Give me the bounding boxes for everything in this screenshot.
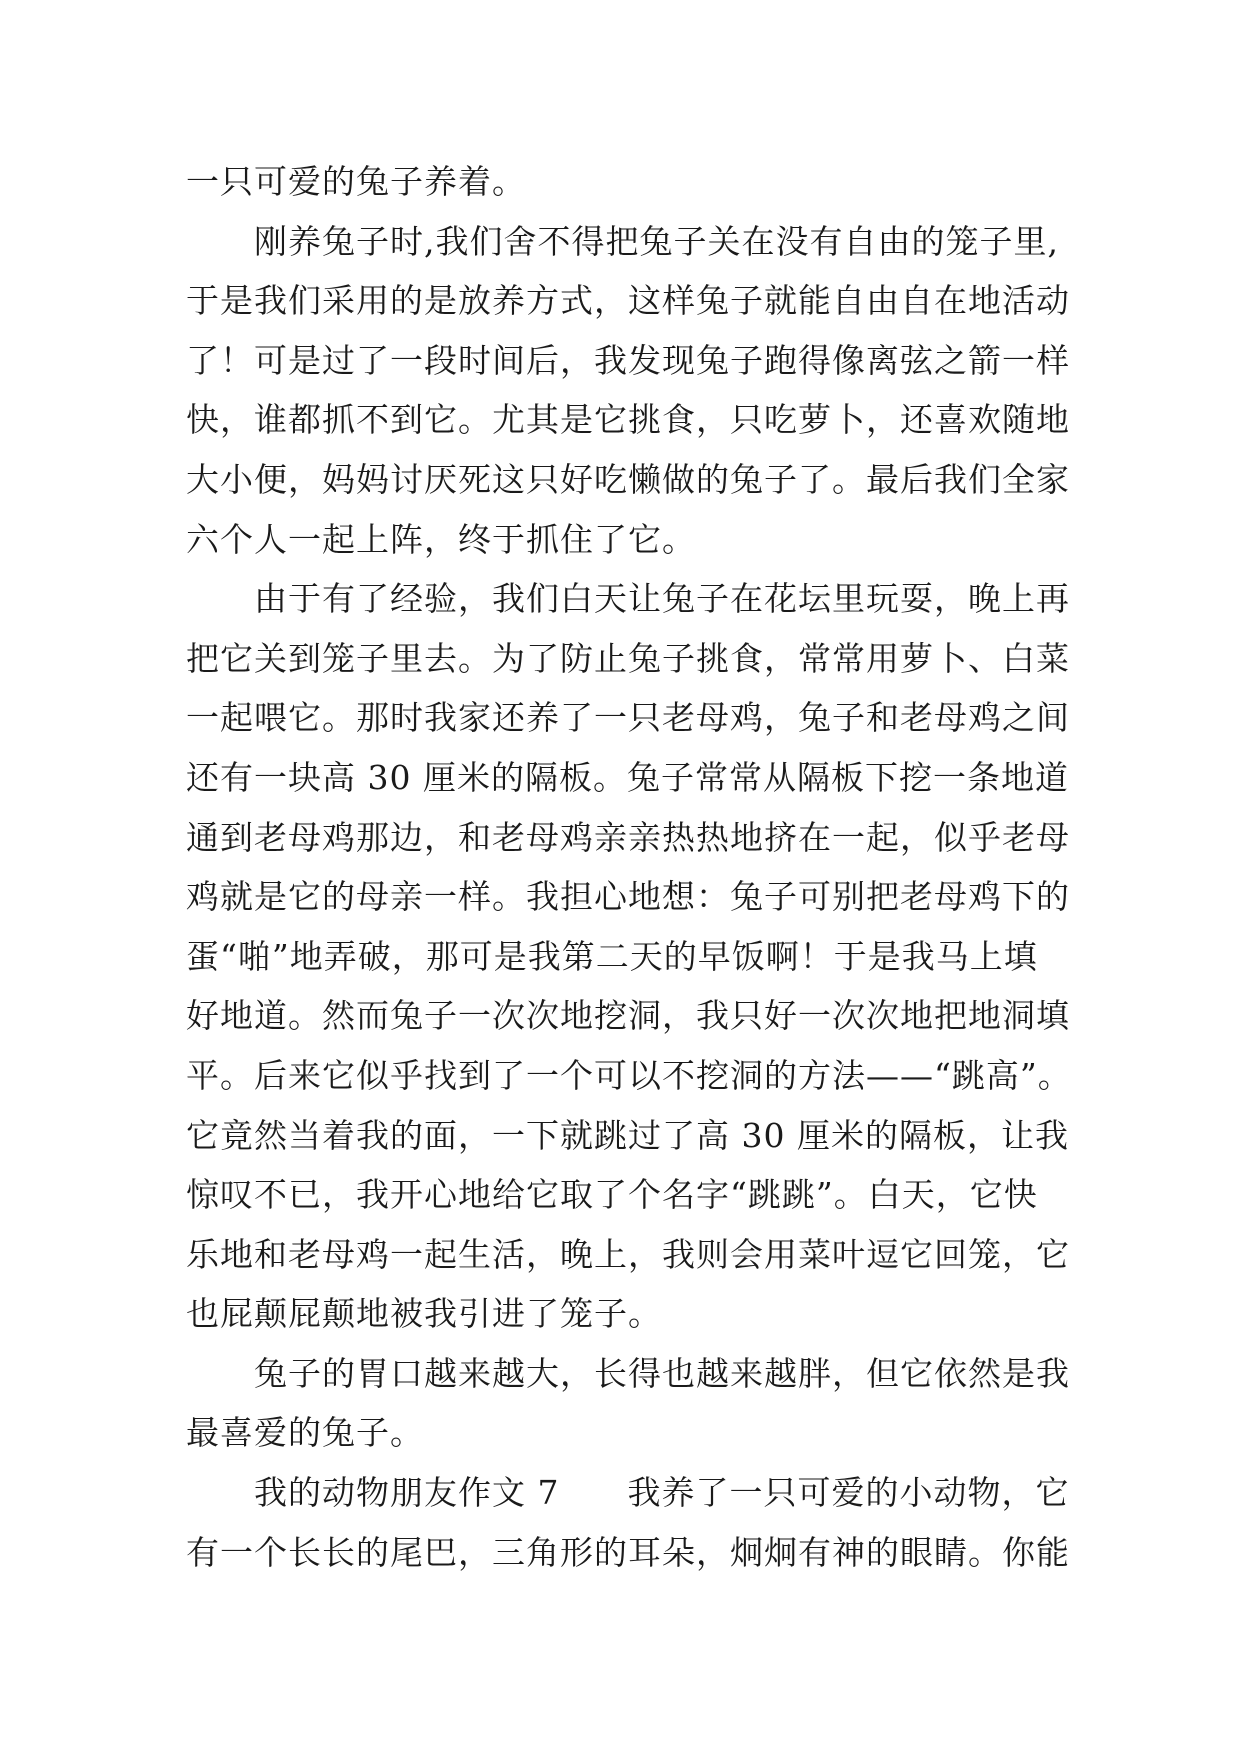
text-line: 刚养兔子时,我们舍不得把兔子关在没有自由的笼子里, <box>254 221 1059 261</box>
text-line: 于是我们采用的是放养方式，这样兔子就能自由自在地活动 <box>186 281 1070 321</box>
text-line: 由于有了经验，我们白天让兔子在花坛里玩耍，晚上再 <box>254 579 1070 619</box>
text-line: 一起喂它。那时我家还养了一只老母鸡，兔子和老母鸡之间 <box>186 698 1070 738</box>
text-line: 鸡就是它的母亲一样。我担心地想：兔子可别把老母鸡下的 <box>186 877 1070 917</box>
text-line: 一只可爱的兔子养着。 <box>186 162 526 201</box>
text-line: 平。后来它似乎找到了一个可以不挖洞的方法——“跳高”。 <box>186 1055 1072 1095</box>
text-line: 有一个长长的尾巴，三角形的耳朵，炯炯有神的眼睛。你能 <box>186 1532 1070 1572</box>
text-line: 大小便，妈妈讨厌死这只好吃懒做的兔子了。最后我们全家 <box>186 459 1070 499</box>
text-line: 通到老母鸡那边，和老母鸡亲亲热热地挤在一起，似乎老母 <box>186 817 1070 857</box>
text-line: 乐地和老母鸡一起生活，晚上，我则会用菜叶逗它回笼，它 <box>186 1234 1070 1274</box>
text-line: 我的动物朋友作文 7 我养了一只可爱的小动物，它 <box>254 1473 1070 1513</box>
essay-text <box>186 152 1072 1582</box>
text-line: 好地道。然而兔子一次次地挖洞，我只好一次次地把地洞填 <box>186 996 1070 1036</box>
text-line: 也屁颠屁颠地被我引进了笼子。 <box>186 1294 662 1334</box>
text-line: 快，谁都抓不到它。尤其是它挑食，只吃萝卜，还喜欢随地 <box>186 400 1070 440</box>
text-line: 惊叹不已，我开心地给它取了个名字“跳跳”。白天，它快 <box>186 1175 1038 1215</box>
text-line: 兔子的胃口越来越大，长得也越来越胖，但它依然是我 <box>254 1353 1070 1393</box>
text-line: 它竟然当着我的面，一下就跳过了高 30 厘米的隔板，让我 <box>186 1115 1069 1155</box>
text-line: 最喜爱的兔子。 <box>186 1413 424 1453</box>
text-line: 还有一块高 30 厘米的隔板。兔子常常从隔板下挖一条地道 <box>186 757 1069 797</box>
text-line: 六个人一起上阵，终于抓住了它。 <box>186 519 696 559</box>
text-line: 蛋“啪”地弄破，那可是我第二天的早饭啊！于是我马上填 <box>186 936 1038 976</box>
text-line: 了！可是过了一段时间后，我发现兔子跑得像离弦之箭一样 <box>186 340 1070 380</box>
text-line: 把它关到笼子里去。为了防止兔子挑食，常常用萝卜、白菜 <box>186 638 1070 678</box>
